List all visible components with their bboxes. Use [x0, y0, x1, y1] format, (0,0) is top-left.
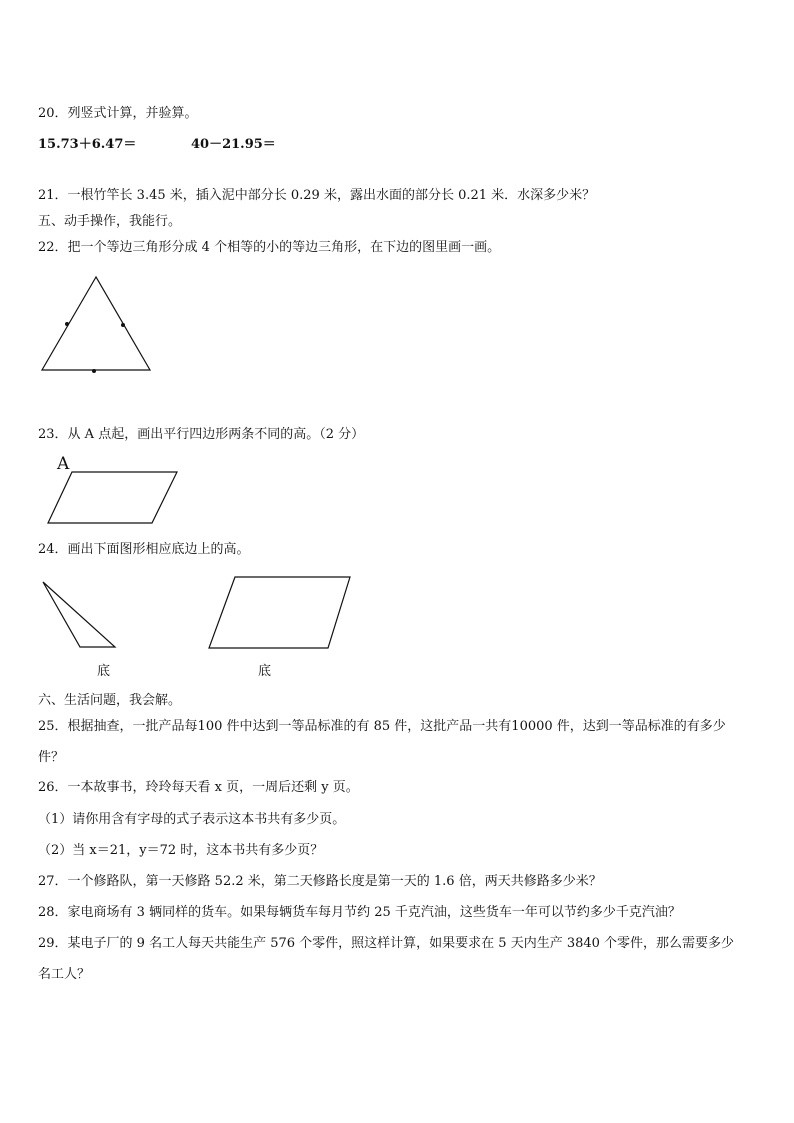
q20-expression-2: 40－21.95＝	[191, 137, 276, 152]
parallelogram-figure-b	[205, 573, 355, 653]
q26-sub-question-1: （1）请你用含有字母的式子表示这本书共有多少页。	[38, 812, 346, 827]
q23-text: 23．从 A 点起，画出平行四边形两条不同的高。（2 分）	[38, 427, 365, 442]
equilateral-triangle-figure	[36, 272, 156, 378]
parallelogram-outline	[48, 472, 177, 523]
vertex-a-label: A	[57, 454, 70, 474]
q26-text: 26．一本故事书，玲玲每天看 x 页，一周后还剩 y 页。	[38, 780, 359, 795]
triangle-base-label: 底	[97, 664, 111, 679]
q28-text: 28．家电商场有 3 辆同样的货车。如果每辆货车每月节约 25 千克汽油，这些货车一年可以节约多少千克汽油？	[38, 905, 681, 920]
triangle-outline	[42, 277, 150, 370]
triangle-figure	[40, 578, 120, 652]
q20-title: 20．列竖式计算，并验算。	[38, 106, 198, 121]
q22-text: 22．把一个等边三角形分成 4 个相等的小的等边三角形，在下边的图里画一画。	[38, 240, 501, 255]
q24-text: 24．画出下面图形相应底边上的高。	[38, 542, 250, 557]
q29-text-line-2: 名工人？	[38, 967, 91, 982]
triangle-shape	[43, 582, 115, 647]
q21-text: 21．一根竹竿长 3.45 米，插入泥中部分长 0.29 米，露出水面的部分长 0.21 米．水深多少米？	[38, 188, 596, 203]
parallelogram-figure-a	[42, 468, 182, 528]
q27-text: 27．一个修路队，第一天修路 52.2 米，第二天修路长度是第一天的 1.6 倍，两天共修路多少米？	[38, 874, 602, 889]
triangle-bottom-midpoint	[92, 369, 96, 373]
q25-text-line-1: 25．根据抽查，一批产品每100 件中达到一等品标准的有 85 件，这批产品一共有10000 件，达到一等品标准的有多少	[38, 719, 726, 734]
triangle-right-midpoint	[121, 323, 125, 327]
q26-sub-question-2: （2）当 x＝21，y＝72 时，这本书共有多少页？	[38, 843, 324, 858]
q25-text-line-2: 件？	[38, 750, 65, 765]
triangle-left-midpoint	[65, 322, 69, 326]
q29-text-line-1: 29．某电子厂的 9 名工人每天共能生产 576 个零件，照这样计算，如果要求在 5 天内生产 3840 个零件，那么需要多少	[38, 936, 735, 951]
parallelogram-base-label: 底	[258, 664, 272, 679]
section-6-heading: 六、生活问题，我会解。	[38, 693, 182, 708]
q20-expression-1: 15.73＋6.47＝	[38, 137, 137, 152]
parallelogram-shape	[209, 577, 350, 648]
section-5-heading: 五、动手操作，我能行。	[38, 214, 182, 229]
